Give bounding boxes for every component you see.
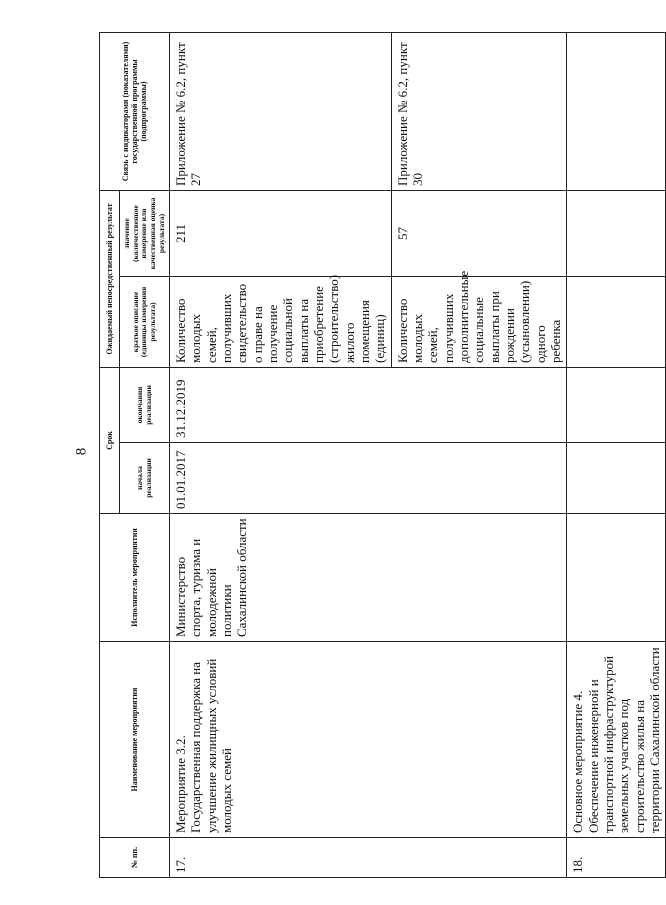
table-row <box>567 33 666 878</box>
row-name: Мероприятие 3.2. Государственная поддержка на улучшение жилищных условий молодых семей <box>170 642 567 838</box>
row-end: 31.12.2019 <box>170 368 567 443</box>
cell-empty <box>567 277 666 368</box>
header-result-value: значение (количественное измерение или качественная оценка результата) <box>120 191 170 277</box>
header-link: Связь с индикаторами (показателями) государственной программы (подпрограммы) <box>100 33 170 191</box>
table-row <box>170 33 392 878</box>
rotated-page <box>99 33 662 878</box>
header-result-desc: краткое описание (единицы измерения результата) <box>120 277 170 368</box>
page-number: 8 <box>73 447 90 456</box>
cell-empty <box>567 191 666 277</box>
cell-empty <box>567 368 666 443</box>
cell-empty <box>567 33 666 191</box>
header-term-end: окончания реализации <box>120 368 170 443</box>
header-term: Срок <box>100 368 120 514</box>
row-name: Основное мероприятие 4. Обеспечение инженерной и транспортной инфраструктурой земельных участков под строительство жилья на территории Сахалинской области <box>567 642 666 838</box>
result-desc: Количество молодых семей, получивших дополнительные социальные выплаты при рождении (усыновлении) одного ребенка <box>391 277 567 368</box>
cell-empty <box>567 514 666 642</box>
activities-table <box>99 32 666 878</box>
header-row <box>100 33 120 878</box>
header-num: № пп. <box>100 838 170 878</box>
result-value: 211 <box>170 191 392 277</box>
cell-empty <box>567 443 666 514</box>
header-result: Ожидаемый непосредственный результат <box>100 191 120 368</box>
row-start: 01.01.2017 <box>170 443 567 514</box>
header-name: Наименование мероприятия <box>100 642 170 838</box>
result-desc: Количество молодых семей, получивших свидетельство о праве на получение социальной выплаты на приобретение (строительство) жилого помещения (единиц) <box>170 277 392 368</box>
row-executor: Министерство спорта, туризма и молодежной политики Сахалинской области <box>170 514 567 642</box>
result-link: Приложение № 6.2, пункт 30 <box>391 33 567 191</box>
row-num: 17. <box>170 838 567 878</box>
header-term-start: начала реализации <box>120 443 170 514</box>
header-executor: Исполнитель мероприятия <box>100 514 170 642</box>
result-link: Приложение № 6.2, пункт 27 <box>170 33 392 191</box>
result-value: 57 <box>391 191 567 277</box>
row-num: 18. <box>567 838 666 878</box>
